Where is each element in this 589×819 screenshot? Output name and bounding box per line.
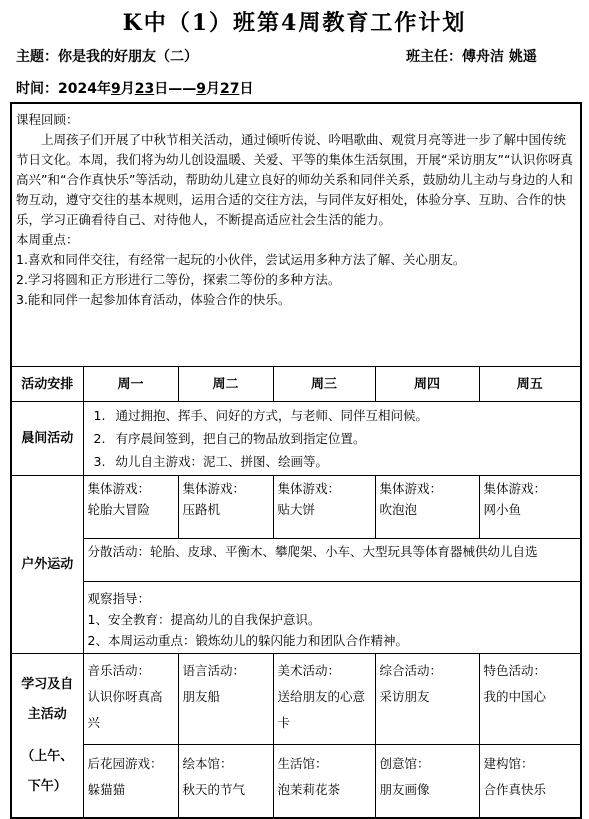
month-char: 月 — [205, 81, 220, 97]
learning-cell — [375, 745, 479, 819]
group-game-title: 集体游戏： — [182, 481, 246, 496]
learning-label-line: 学习及自 — [21, 676, 74, 692]
theme-value: 你是我的好朋友（二） — [58, 49, 198, 65]
item-number: 1. — [93, 408, 106, 423]
month-char: 月 — [120, 81, 135, 97]
time-line — [16, 78, 253, 98]
group-game-cell — [83, 476, 178, 539]
activity-title: 特色活动： — [483, 663, 547, 678]
group-game-name: 压路机 — [182, 502, 221, 517]
activity-title: 后花园游戏： — [87, 756, 163, 771]
morning-item — [94, 427, 577, 450]
review-cell — [11, 103, 581, 367]
teacher-label: 班主任： — [406, 49, 462, 65]
page-title: K中（1）班第4周教育工作计划 — [122, 10, 467, 36]
learning-label-line: 下午） — [27, 778, 67, 794]
activity-title: 绘本馆： — [182, 756, 233, 771]
outdoor-label: 户外运动 — [11, 476, 83, 654]
activity-title: 创意馆： — [379, 756, 430, 771]
focus-item: 2.学习将圆和正方形进行二等份，探索二等份的多种方法。 — [16, 272, 341, 287]
morning-cell — [83, 402, 581, 476]
activity-text: 秋天的节气 — [182, 782, 246, 797]
year: 2024 — [58, 81, 97, 97]
learning-cell — [178, 745, 273, 819]
activity-text: 送给朋友的心意卡 — [277, 689, 366, 730]
learning-cell — [273, 654, 375, 745]
time-label: 时间： — [16, 81, 58, 97]
learning-label-line: 主活动 — [27, 706, 67, 722]
group-game-title: 集体游戏： — [87, 481, 151, 496]
morning-item — [94, 450, 577, 473]
focus-label: 本周重点： — [16, 232, 79, 247]
learning-cell — [479, 654, 581, 745]
group-game-name: 轮胎大冒险 — [87, 502, 151, 517]
item-number: 2. — [93, 431, 106, 446]
guide-cell — [83, 582, 581, 654]
learning-cell — [479, 745, 581, 819]
activity-text: 合作真快乐 — [483, 782, 547, 797]
review-label: 课程回顾： — [16, 112, 79, 127]
guide-label: 观察指导： — [87, 591, 151, 606]
learning-cell — [83, 654, 178, 745]
group-game-title: 集体游戏： — [483, 481, 547, 496]
morning-item — [94, 404, 577, 427]
teacher-names: 傅舟洁 姚遥 — [462, 49, 537, 65]
morning-label: 晨间活动 — [11, 402, 83, 476]
day-header: 周三 — [273, 367, 375, 402]
day-char: 日 — [154, 81, 169, 97]
learning-cell — [375, 654, 479, 745]
guide-item: 1、安全教育：提高幼儿的自我保护意识。 — [87, 612, 321, 627]
item-number: 3. — [93, 454, 106, 469]
activity-title: 音乐活动： — [87, 663, 151, 678]
item-text: 幼儿自主游戏：泥工、拼图、绘画等。 — [115, 454, 329, 469]
teacher-line — [406, 46, 537, 66]
day-header: 周二 — [178, 367, 273, 402]
activity-text: 朋友船 — [182, 689, 221, 704]
schedule-header-row — [11, 367, 581, 402]
learning-cell — [178, 654, 273, 745]
activity-title: 语言活动： — [182, 663, 246, 678]
activity-title: 建构馆： — [483, 756, 534, 771]
year-suffix: 年 — [96, 81, 111, 97]
activity-text: 躲猫猫 — [87, 782, 126, 797]
end-day: 27 — [219, 81, 240, 97]
date-dash: —— — [168, 81, 197, 97]
day-header: 周五 — [479, 367, 581, 402]
learning-label — [11, 654, 83, 819]
group-game-title: 集体游戏： — [277, 481, 341, 496]
plan-table — [10, 102, 582, 819]
focus-item: 1.喜欢和同伴交往，有经常一起玩的小伙伴，尝试运用多种方法了解、关心朋友。 — [16, 252, 466, 267]
theme-line — [16, 46, 198, 66]
activity-title: 美术活动： — [277, 663, 341, 678]
activity-text: 泡茉莉花茶 — [277, 782, 341, 797]
activity-text: 采访朋友 — [379, 689, 430, 704]
group-game-cell — [273, 476, 375, 539]
start-month: 9 — [110, 81, 121, 97]
scattered-activity-cell: 分散活动：轮胎、皮球、平衡木、攀爬架、小车、大型玩具等体育器械供幼儿自选 — [83, 539, 581, 582]
day-header: 周四 — [375, 367, 479, 402]
learning-cell — [83, 745, 178, 819]
item-text: 通过拥抱、挥手、问好的方式，与老师、同伴互相问候。 — [115, 408, 429, 423]
group-game-title: 集体游戏： — [379, 481, 443, 496]
group-game-cell — [479, 476, 581, 539]
activity-text: 朋友画像 — [379, 782, 430, 797]
start-day: 23 — [134, 81, 155, 97]
review-text: 上周孩子们开展了中秋节相关活动，通过倾听传说、吟唱歌曲、观赏月亮等进一步了解中国传统节日文化。本周，我们将为幼儿创设温暖、关爱、平等的集体生活氛围，开展“采访朋友”“认识你呀真高兴”和“合作真快乐”等活动，帮助幼儿建立良好的师幼关系和同伴关系，鼓励幼儿主动与身边的人和物互动，遵守交往的基本规则，运用合适的交往方法，与同伴友好相处，体验分享、互助、合作的快乐，学习正确看待自己、对待他人，不断提高适应社会生活的能力。 — [16, 132, 573, 227]
activity-text: 认识你呀真高兴 — [87, 689, 163, 730]
group-game-name: 贴大饼 — [277, 502, 316, 517]
learning-cell — [273, 745, 375, 819]
day-header: 周一 — [83, 367, 178, 402]
guide-item: 2、本周运动重点：锻炼幼儿的躲闪能力和团队合作精神。 — [87, 633, 408, 648]
learning-label-line: （上午、 — [21, 748, 74, 764]
group-game-cell — [375, 476, 479, 539]
focus-item: 3.能和同伴一起参加体育活动，体验合作的快乐。 — [16, 292, 291, 307]
group-game-cell — [178, 476, 273, 539]
end-month: 9 — [196, 81, 206, 97]
activity-title: 生活馆： — [277, 756, 328, 771]
activity-header: 活动安排 — [11, 367, 83, 402]
activity-title: 综合活动： — [379, 663, 443, 678]
day-char: 日 — [239, 81, 254, 97]
group-game-name: 网小鱼 — [483, 502, 522, 517]
theme-label: 主题： — [16, 49, 58, 65]
item-text: 有序晨间签到，把自己的物品放到指定位置。 — [115, 431, 366, 446]
group-game-name: 吹泡泡 — [379, 502, 418, 517]
activity-text: 我的中国心 — [483, 689, 547, 704]
